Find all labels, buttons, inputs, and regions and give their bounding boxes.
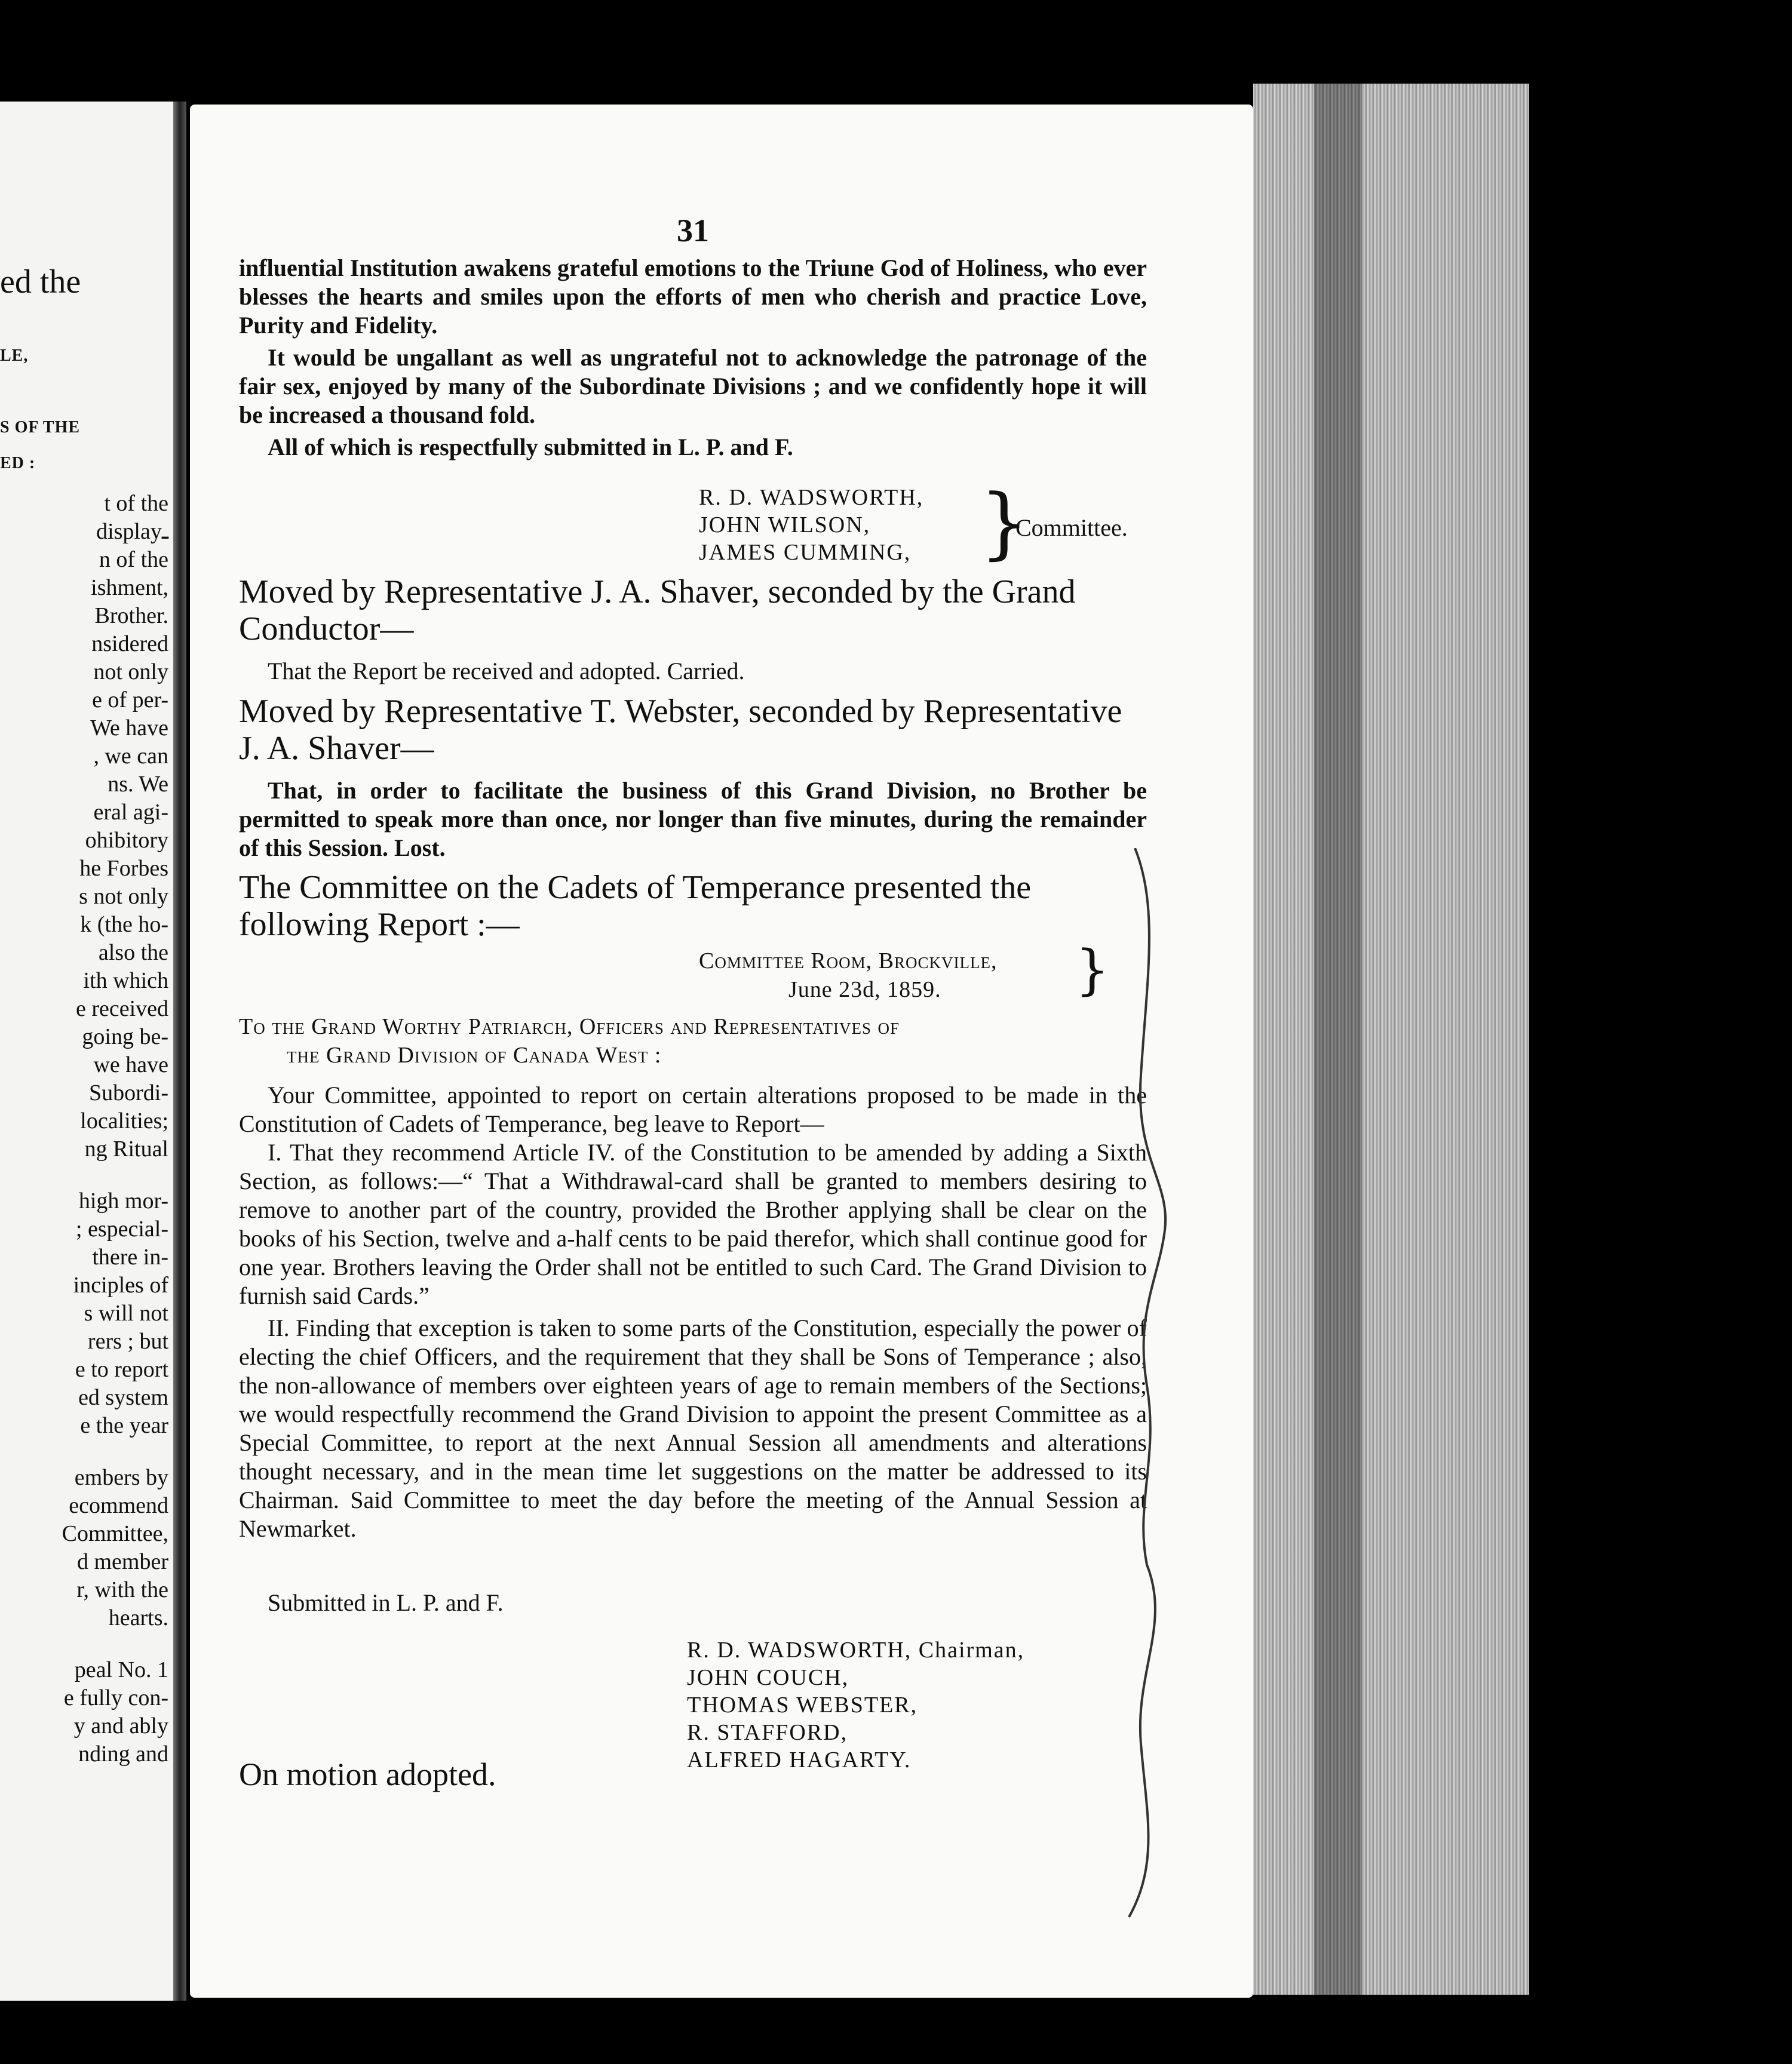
left-page-line: not only (93, 659, 168, 684)
left-page-line: e to report (75, 1357, 168, 1382)
left-page-line: ed system (78, 1385, 168, 1410)
left-page-line: ; especial- (75, 1217, 168, 1242)
cadets-report-heading: The Committee on the Cadets of Temperance presented the following Report :— (239, 869, 1032, 943)
left-page-line: We have (90, 715, 168, 741)
left-page-line: Brother. (94, 603, 168, 628)
left-page-line: hearts. (108, 1605, 168, 1630)
address-line-2: the Grand Division of Canada West : (287, 1043, 662, 1068)
left-facing-page (0, 102, 173, 2001)
committee-2-name: R. D. WADSWORTH, Chairman, (687, 1638, 1025, 1663)
left-page-line: there in- (92, 1245, 168, 1270)
left-page-line: eral agi- (93, 800, 168, 825)
left-page-line: ns. We (108, 772, 168, 797)
page-stack-edge (1253, 84, 1529, 1995)
margin-pencil-path (1129, 848, 1165, 1917)
left-page-line: ith which (83, 968, 168, 993)
left-page-line: s will not (84, 1301, 168, 1326)
left-page-line: e of per- (92, 687, 168, 712)
left-page-line: ng Ritual (84, 1137, 168, 1162)
left-page-line: ohibitory (85, 828, 168, 853)
left-page-line: d member (76, 1549, 168, 1574)
left-page-line: ecommend (69, 1493, 168, 1518)
book-gutter (173, 102, 186, 2001)
left-page-line: also the (98, 940, 168, 965)
left-page-line: nsidered (91, 631, 168, 656)
committee-1-label: Committee. (1015, 514, 1128, 541)
report-item-2: II. Finding that exception is taken to some parts of the Constitution, especially the power of electing the chief Officers, and the requirement that they shall be Sons of Temperance ; also, the non-allowance of members over eighteen years of age to remain members of the Sections; we would respectfully recommend the Grand Division to appoint the present Committee as a Special Committee, to report at the next Annual Session all amendments and alterations thought necessary, and in the mean time let suggestions on the matter be addressed to its Chairman. Said Committee to meet the day before the meeting of the Annual Session at Newmarket. (239, 1314, 1147, 1542)
left-page-sc-line: S OF THE (0, 418, 81, 437)
left-page-fragment-title: ed the (0, 263, 81, 300)
motion-1-lead: Moved by Representative J. A. Shaver, seconded by the Grand Conductor— (239, 573, 1076, 647)
motion-2-text: That, in order to facilitate the business of this Grand Division, no Brother be permitted to speak more than once, nor longer than five minutes, during the remainder of this Session. Lost. (239, 777, 1147, 861)
location-line: Committee Room, Brockville, (699, 948, 998, 973)
left-page-line: inciples of (73, 1273, 168, 1298)
left-page-line: e fully con- (63, 1685, 168, 1710)
motion-1-text: That the Report be received and adopted. Carried. (268, 658, 745, 684)
left-page-line: nding and (78, 1742, 168, 1767)
paragraph-submitted: All of which is respectfully submitted in L. P. and F. (268, 434, 793, 460)
page-stack-shadow (1314, 84, 1362, 1995)
committee-2-name: R. STAFFORD, (687, 1720, 848, 1745)
left-page-line: r, with the (76, 1577, 168, 1602)
left-page-line: Committee, (62, 1521, 168, 1546)
committee-1-name: R. D. WADSWORTH, (699, 485, 924, 510)
left-page-line: e received (75, 996, 168, 1021)
left-page-line: s not only (79, 884, 168, 909)
left-page-sc-line: LE, (0, 346, 29, 365)
left-page-line: e the year (80, 1413, 168, 1438)
report-item-1: I. That they recommend Article IV. of the Constitution to be amended by adding a Sixth Section, as follows:—“ That a Withdrawal-card shall be granted to members desiring to remove to another part of the country, provided the Brother applying shall be clear on the books of his Section, twelve and a-half cents to be paid therefor, which shall continue good for one year. Brothers leaving the Order shall not be entitled to such Card. The Grand Division to furnish said Cards.” (239, 1139, 1147, 1309)
page-number: 31 (677, 213, 709, 248)
left-page-line: localities; (80, 1108, 168, 1134)
committee-2-name: JOHN COUCH, (687, 1665, 849, 1690)
intro-paragraph: influential Institution awakens grateful emotions to the Triune God of Holiness, who ever blesses the hearts and smiles upon the efforts of men who cherish and practice Love, Purity and Fidelity. (239, 254, 1147, 339)
committee-2-name: ALFRED HAGARTY. (687, 1747, 912, 1773)
left-page-line: high mor- (78, 1188, 168, 1214)
paragraph-fair-sex: It would be ungallant as well as ungrateful not to acknowledge the patronage of the fair sex, enjoyed by many of the Subordinate Divisions ; and we confidently hope it will be increased a thousand fold. (239, 344, 1147, 428)
left-page-line: Subordi- (89, 1080, 168, 1105)
left-page-line: y and ably (73, 1713, 168, 1739)
left-page-line: going be- (82, 1024, 168, 1049)
motion-2-lead: Moved by Representative T. Webster, seconded by Representative J. A. Shaver— (239, 693, 1122, 767)
date-line: June 23d, 1859. (788, 977, 941, 1002)
final-motion: On motion adopted. (239, 1756, 496, 1792)
left-page-line: he Forbes (79, 856, 168, 881)
committee-1-name: JAMES CUMMING, (699, 540, 912, 565)
left-page-line: displayـ (96, 519, 168, 544)
submitted-line: Submitted in L. P. and F. (268, 1589, 504, 1616)
committee-1-brace: } (980, 477, 1029, 568)
left-page-line: embers by (74, 1465, 168, 1490)
committee-1-name: JOHN WILSON, (699, 512, 871, 538)
left-page-line: rers ; but (87, 1329, 168, 1354)
left-page-line: ishment, (91, 575, 168, 600)
left-page-line: t of the (104, 491, 168, 516)
location-brace: } (1075, 939, 1110, 1002)
margin-pencil-line (1123, 848, 1219, 1923)
left-page-line: we have (93, 1052, 168, 1077)
left-page-line: , we can (93, 744, 168, 769)
report-intro: Your Committee, appointed to report on certain alterations proposed to be made in the Constitution of Cadets of Temperance, beg leave to Report— (239, 1082, 1147, 1137)
address-line-1: To the Grand Worthy Patriarch, Officers and Representatives of (239, 1014, 900, 1039)
committee-2-name: THOMAS WEBSTER, (687, 1693, 918, 1718)
left-page-sc-line: ED : (0, 454, 36, 472)
left-page-line: n of the (99, 547, 168, 572)
left-page-line: peal No. 1 (74, 1657, 168, 1682)
left-page-line: k (the ho- (80, 912, 168, 937)
